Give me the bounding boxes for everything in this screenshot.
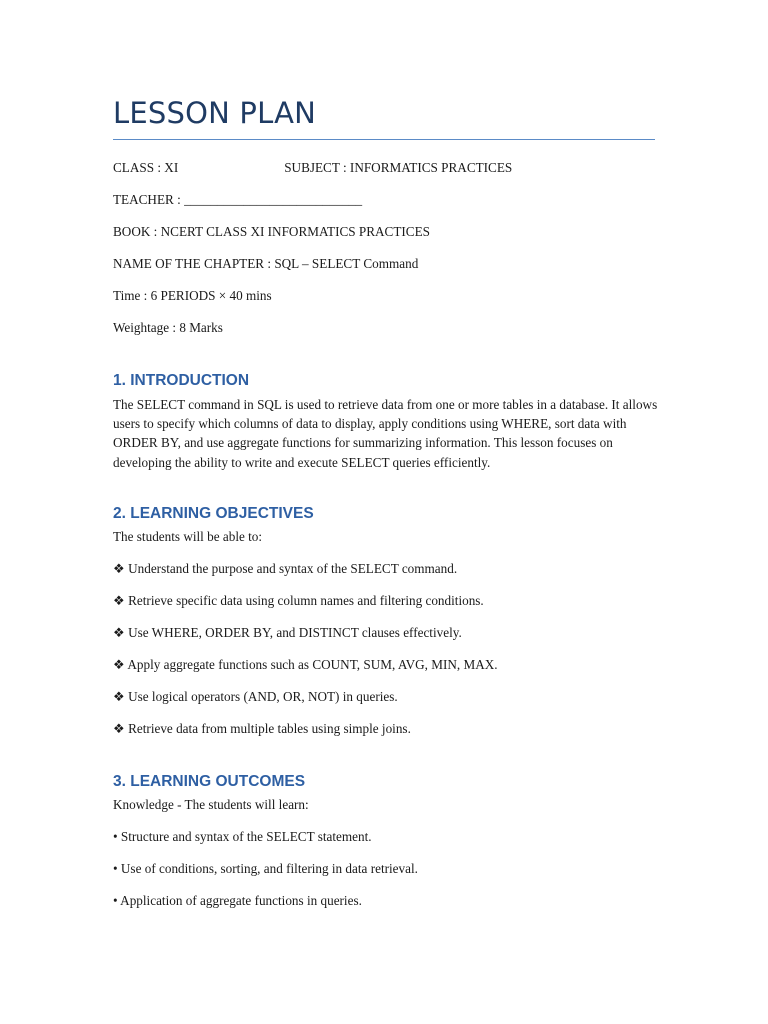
objective-item: ❖ Understand the purpose and syntax of the SELECT command. <box>113 561 458 576</box>
objective-item: ❖ Use logical operators (AND, OR, NOT) in queries. <box>113 689 398 704</box>
objectives-heading: 2. LEARNING OBJECTIVES <box>113 505 314 522</box>
page-title: LESSON PLAN <box>113 96 317 130</box>
objective-item: ❖ Retrieve specific data using column names and filtering conditions. <box>113 593 484 608</box>
introduction-heading: 1. INTRODUCTION <box>113 372 250 389</box>
time-line: Time : 6 PERIODS × 40 mins <box>113 288 272 303</box>
outcome-item: • Use of conditions, sorting, and filtering in data retrieval. <box>113 861 418 876</box>
outcomes-heading: 3. LEARNING OUTCOMES <box>113 773 306 790</box>
class-subject-line <box>113 160 512 176</box>
title-divider <box>113 139 655 140</box>
teacher-line <box>113 192 362 208</box>
class-label: CLASS : XI <box>113 160 179 175</box>
teacher-blank: ___________________________ <box>184 192 363 207</box>
outcomes-intro: Knowledge - The students will learn: <box>113 797 309 812</box>
subject-label: SUBJECT : INFORMATICS PRACTICES <box>284 160 513 175</box>
chapter-line: NAME OF THE CHAPTER : SQL – SELECT Command <box>113 256 419 271</box>
objectives-intro: The students will be able to: <box>113 529 263 544</box>
weightage-line: Weightage : 8 Marks <box>113 320 223 335</box>
teacher-label: TEACHER : <box>113 192 185 207</box>
book-line: BOOK : NCERT CLASS XI INFORMATICS PRACTICES <box>113 224 430 239</box>
objective-item: ❖ Apply aggregate functions such as COUNT, SUM, AVG, MIN, MAX. <box>113 657 498 672</box>
outcome-item: • Application of aggregate functions in queries. <box>113 893 362 908</box>
objective-item: ❖ Use WHERE, ORDER BY, and DISTINCT clauses effectively. <box>113 625 462 640</box>
introduction-text: The SELECT command in SQL is used to retrieve data from one or more tables in a database. It allows users to specify which columns of data to display, apply conditions using WHERE, sort data with ORDER BY, and use aggregate functions for summarizing information. This lesson focuses on developing the ability to write and execute SELECT queries efficiently. <box>113 397 658 470</box>
objective-item: ❖ Retrieve data from multiple tables using simple joins. <box>113 721 411 736</box>
outcome-item: • Structure and syntax of the SELECT statement. <box>113 829 372 844</box>
